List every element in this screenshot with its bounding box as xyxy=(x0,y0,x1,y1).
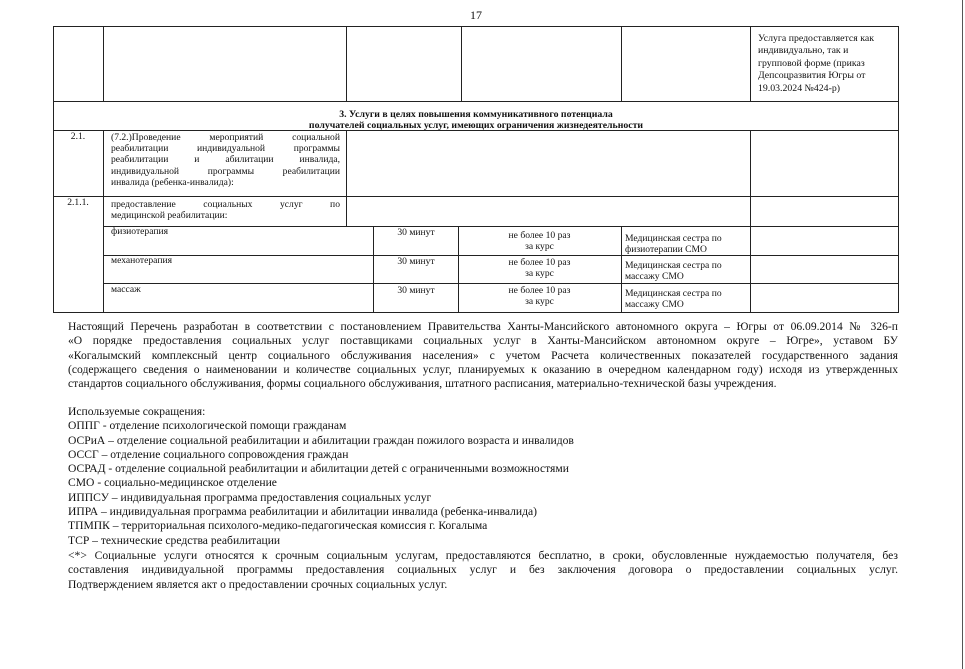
service-performer: Медицинская сестра по массажу СМО xyxy=(625,288,722,311)
service-format-note: Услуга предоставляется как индивидуально, так и групповой форме (приказ Депсоцразвития Югры от 19.03.2024 №424-р) xyxy=(758,33,874,94)
service-duration: 30 минут xyxy=(397,227,435,238)
page-number: 17 xyxy=(470,8,482,22)
service-performer: Медицинская сестра по массажу СМО xyxy=(625,260,722,283)
service-name: механотерапия xyxy=(111,255,172,266)
list-item: ИППСУ – индивидуальная программа предоставления социальных услуг xyxy=(68,490,432,504)
row-2-1-description: (7.2.)Проведение мероприятий социальной реабилитации индивидуальной программы реабилитации и абилитации инвалида, индивидуальной программы реабилитации инвалида (ребенка-инвалида): xyxy=(111,132,340,188)
document-paragraph: Настоящий Перечень разработан в соответствии с постановлением Правительства Ханты-Мансийского автономного округа – Югры от 06.09.2014 № 326-п «О порядке предоставления социальных услуг поставщиками социальных услуг в Ханты-Мансийском автономном округе – Югре», уставом БУ «Когалымский комплексный центр социального обслуживания населения» с учетом Расчета количественных показателей государственного задания (содержащего сведения о наименовании и количестве социальных услуг, планируемых к оказанию в очередном календарном году) исходя из утвержденных стандартов социального обслуживания, формы социального обслуживания, штатного расписания, материально-технической базы учреждения. xyxy=(68,320,898,391)
service-name: массаж xyxy=(111,284,141,295)
service-name: физиотерапия xyxy=(111,226,169,237)
list-item: ОССГ – отделение социального сопровождения граждан xyxy=(68,447,349,461)
list-item: ТПМПК – территориальная психолого-медико-педагогическая комиссия г. Когалыма xyxy=(68,519,488,533)
list-item: ОСРиА – отделение социальной реабилитации и абилитации граждан пожилого возраста и инвалидов xyxy=(68,433,574,447)
list-item: ОСРАД - отделение социальной реабилитации и абилитации детей с ограниченными возможностями xyxy=(68,462,569,476)
list-item: СМО - социально-медицинское отделение xyxy=(68,476,277,490)
list-item: ТСР – технические средства реабилитации xyxy=(68,533,281,547)
list-item: ОППГ - отделение психологической помощи гражданам xyxy=(68,419,347,433)
list-item: ИПРА – индивидуальная программа реабилитации и абилитации инвалида (ребенка-инвалида) xyxy=(68,505,537,519)
abbreviations-title: Используемые сокращения: xyxy=(68,405,206,418)
service-frequency: не более 10 раз за курс xyxy=(508,285,571,308)
abbreviations-list xyxy=(68,405,574,548)
row-number: 2.1.1. xyxy=(67,197,89,208)
service-frequency: не более 10 раз за курс xyxy=(508,257,571,280)
service-performer: Медицинская сестра по физиотерапии СМО xyxy=(625,233,722,256)
service-duration: 30 минут xyxy=(397,285,435,296)
row-number: 2.1. xyxy=(70,131,86,142)
service-duration: 30 минут xyxy=(397,256,435,267)
footnote: <*> Социальные услуги относятся к срочным социальным услугам, предоставляются бесплатно, в сроки, обусловленные нуждаемостью получателя, без составления индивидуальной программы предоставления социальных услуг и без заключения договора о предоставлении социальных услуг. Подтверждением является акт о предоставлении срочных социальных услуг. xyxy=(68,549,898,591)
service-frequency: не более 10 раз за курс xyxy=(508,230,571,253)
section-heading: 3. Услуги в целях повышения коммуникативного потенциала получателей социальных услуг, имеющих ограничения жизнедеятельности xyxy=(308,109,644,132)
row-2-1-1-description: предоставление социальных услуг по медицинской реабилитации: xyxy=(111,199,340,222)
page-edge xyxy=(962,0,963,669)
